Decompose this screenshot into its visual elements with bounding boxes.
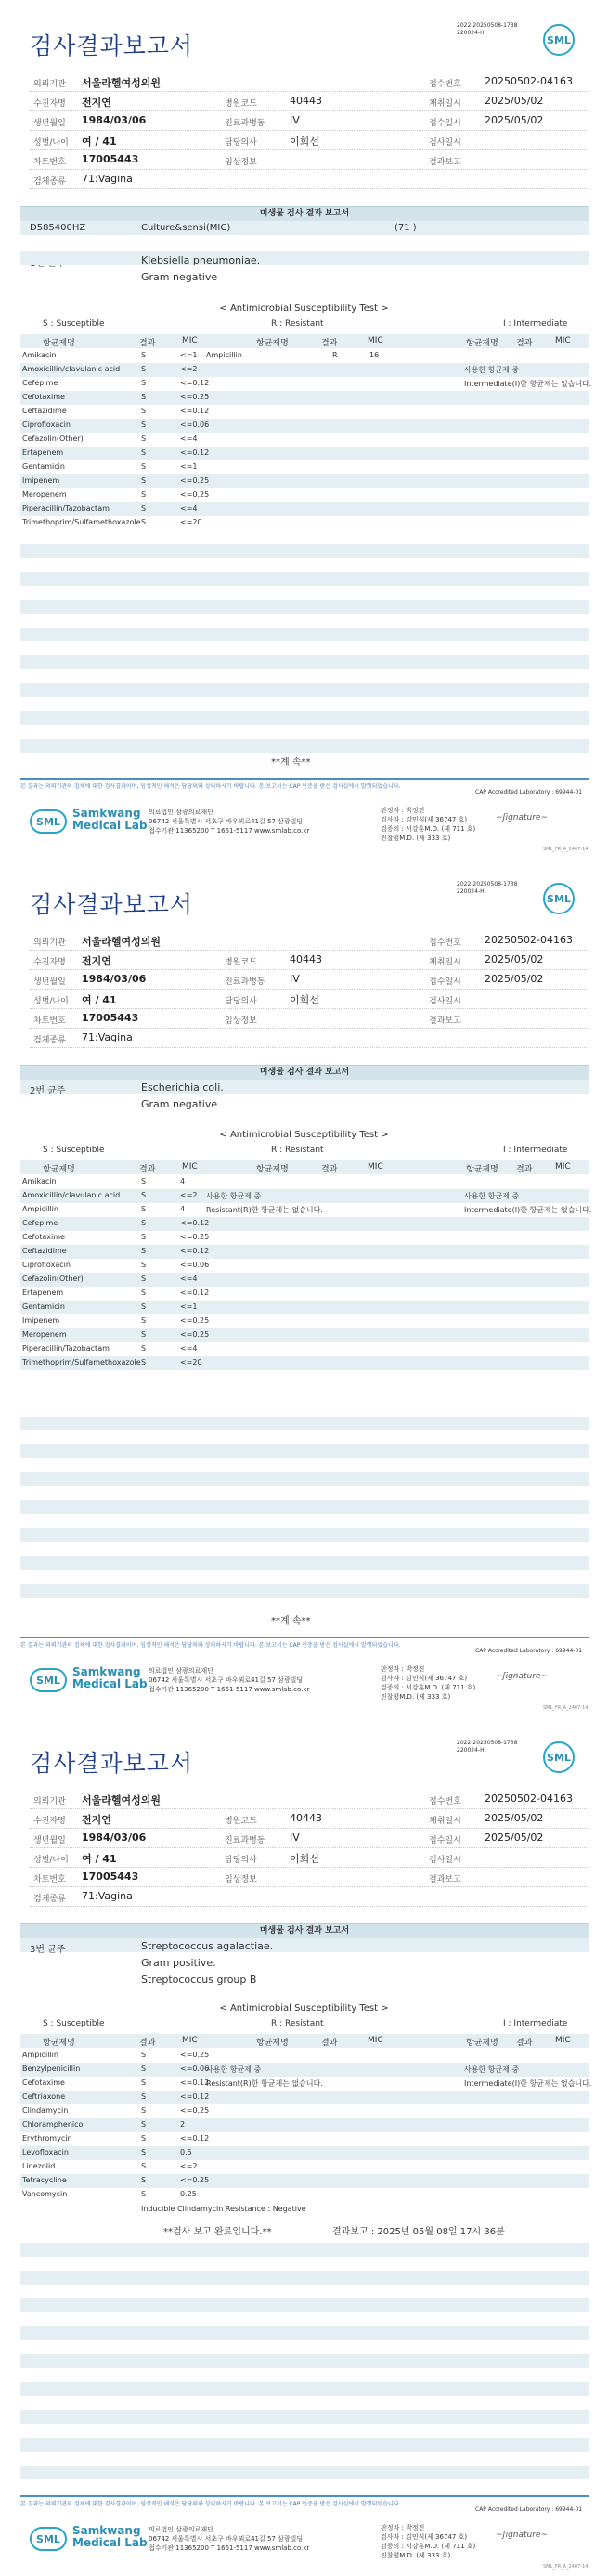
drug-result: S xyxy=(141,504,147,512)
row-band xyxy=(20,2326,589,2340)
signature-icon: ~ʃignature~ xyxy=(496,2531,549,2540)
row-band xyxy=(20,2298,589,2312)
row-band xyxy=(20,2243,589,2257)
table-row xyxy=(20,2104,589,2118)
drug-name: Linezolid xyxy=(22,2162,56,2170)
table-row xyxy=(20,488,589,502)
drug-mic: <=0.25 xyxy=(180,476,210,485)
ast-title: < Antimicrobial Susceptibility Test > xyxy=(219,2003,389,2013)
drug-mic: <=0.06 xyxy=(180,1261,210,1269)
drug-name: Chloramphenicol xyxy=(22,2120,85,2129)
row-band xyxy=(20,1444,589,1458)
clindamycin-note: Inducible Clindamycin Resistance : Negative xyxy=(141,2205,306,2213)
row-band xyxy=(20,739,589,753)
report-title: 검사결과보고서 xyxy=(30,1750,194,1777)
table-row xyxy=(20,460,589,474)
drug-name: Imipenem xyxy=(22,1316,60,1325)
table-row xyxy=(20,1245,589,1259)
drug-mic: 4 xyxy=(180,1177,186,1185)
drug-name: Cefotaxime xyxy=(22,393,65,401)
drug-result: S xyxy=(141,1275,147,1283)
drug-mic: <=0.25 xyxy=(180,1233,210,1241)
drug-mic: <=0.06 xyxy=(180,2065,210,2073)
test-count: (71 ) xyxy=(395,223,417,233)
patient-name: 전지연 xyxy=(82,97,111,109)
lab-address: 의료법인 삼광의료재단 06742 서울특별시 서초구 바우뫼로41길 57 삼광빌딩 접수기관 11365200 T 1661-5117 www.smlab.co.kr xyxy=(149,809,310,835)
drug-result: S xyxy=(141,1205,147,1213)
drug-result: S xyxy=(141,1358,147,1366)
drug-name: Ertapenem xyxy=(22,448,64,457)
table-row xyxy=(20,1287,589,1301)
row-band xyxy=(20,1584,589,1598)
drug-result: S xyxy=(141,365,147,373)
organism-gram: Gram positive. xyxy=(141,1957,216,1969)
drug-result: S xyxy=(141,2162,147,2170)
drug-result: S xyxy=(141,1288,147,1297)
drug-result: S xyxy=(141,2106,147,2115)
drug-result: S xyxy=(141,393,147,401)
drug-name: Cefepime xyxy=(22,379,58,387)
drug-mic: <=20 xyxy=(180,1358,202,1366)
drug-mic: 0.25 xyxy=(180,2190,197,2198)
row-band xyxy=(20,1556,589,1570)
patient-header: 의뢰기관 서울라헬여성의원 접수번호 20250502-04163 수진자명 전지연 병원코드 40443 채취일시 2025/05/02 생년월일 1984/03/06 진료과병동 IV 접수일시 2025/05/02 성별/나이 여 / 41 담당의사 이희선 검사일시 차트번호 17005443 임상정보 결과보고 검체종류 71:Vagina xyxy=(30,1790,587,1907)
drug-name: Cefotaxime xyxy=(22,1233,65,1241)
barcode-text: 2022-20250508-1738 220024-H xyxy=(457,22,518,36)
acc-value: 20250502-04163 xyxy=(485,75,573,87)
organism-label: 2번 균주 xyxy=(30,1086,66,1096)
drug-name: Piperacillin/Tazobactam xyxy=(22,504,110,512)
drug-name: Piperacillin/Tazobactam xyxy=(22,1344,110,1353)
drug-mic: <=0.12 xyxy=(180,2092,210,2101)
drug-result: S xyxy=(141,476,147,485)
drug-mic: <=4 xyxy=(180,434,198,443)
drug-result: S xyxy=(141,351,147,359)
row-band xyxy=(20,2466,589,2479)
drug-name: Cefazolin(Other) xyxy=(22,434,84,443)
drug-mic: <=2 xyxy=(180,365,198,373)
row-band xyxy=(20,1500,589,1514)
clinic-value: 서울라헬여성의원 xyxy=(82,77,162,89)
legend-r: R : Resistant xyxy=(271,319,324,329)
drug-mic: <=4 xyxy=(180,1344,198,1353)
row-band xyxy=(20,2438,589,2452)
drug-mic: <=0.25 xyxy=(180,2176,210,2184)
drug-name: Ertapenem xyxy=(22,1288,64,1297)
drug-mic: 4 xyxy=(180,1205,186,1213)
drug-mic: <=0.12 xyxy=(180,379,210,387)
ast-title: < Antimicrobial Susceptibility Test > xyxy=(219,1130,389,1140)
drug-result: S xyxy=(141,462,147,471)
drug-name: Erythromycin xyxy=(22,2134,72,2142)
table-row xyxy=(20,2160,589,2174)
section-title: 미생물 검사 결과 보고서 xyxy=(20,1923,589,1939)
row-band xyxy=(20,600,589,614)
drug-result: S xyxy=(141,379,147,387)
sml-logo-icon: SML xyxy=(543,24,575,56)
table-row xyxy=(20,447,589,460)
drug-result: S xyxy=(141,2190,147,2198)
table-row xyxy=(20,1273,589,1287)
table-row xyxy=(20,349,589,363)
drug-result: S xyxy=(141,1247,147,1255)
drug-result: S xyxy=(141,2148,147,2156)
drug-result: S xyxy=(141,1344,147,1353)
acc-label: 접수번호 xyxy=(429,80,461,89)
table-row xyxy=(20,516,589,530)
organism-gram: Gram negative xyxy=(141,271,218,283)
drug-result: S xyxy=(141,1219,147,1227)
organism-name: Streptococcus agalactiae. xyxy=(141,1940,274,1952)
drug-name: Meropenem xyxy=(22,1330,67,1339)
row-band xyxy=(20,2382,589,2396)
table-row xyxy=(20,405,589,419)
table-row xyxy=(20,1314,589,1328)
drug-result: S xyxy=(141,448,147,457)
row-band xyxy=(20,1472,589,1486)
drug-mic: <=0.25 xyxy=(180,393,210,401)
signatories: 판정자 : 박정진 검사자 : 김민식(제 36747 호) 검증의 : 서강훈M.D. (제 711 호) 진찰평M.D. (제 333 호) xyxy=(381,807,476,842)
organism-name: Escherichia coli. xyxy=(141,1081,224,1094)
continue-mark: **계 속** xyxy=(271,1616,311,1626)
drug-mic: <=0.12 xyxy=(180,2134,210,2142)
drug-result: S xyxy=(141,2120,147,2129)
drug-mic: <=0.12 xyxy=(180,1288,210,1297)
organism-group: Streptococcus group B xyxy=(141,1974,257,1986)
row-band xyxy=(20,2354,589,2368)
report-page-3: 검사결과보고서 2022-20250508-1738 220024-H SML 의뢰기관 서울라헬여성의원 접수번호 20250502-04163 수진자명 전지연 병원코드 40443 채취일시 2025/05/02 생년월일 1984/03/06 진료과병동 IV 접수일시 2025/05/02 성별/나이 여 / 41 담당의사 이희선 검사일시 차트번호 17005443 임상정보 결과보고 검체종류 71:Vagina 미생물 검사 결과 보고서 3번 균주 Streptococcus agalactiae. Gram positive. Streptococcus group B < Antimicrobial Susceptibility Test > S : Susceptible R : Resistant I : Intermediate 항균제명 결과 MIC 항균제명 결과 MIC 항균제명 결과 MIC Ampicillin S <=0.25 Benzylpenicillin S <=0.06 Cefotaxime S <=0.12 Ceftriaxone S <=0.12 Clindamycin S <=0.25 Chloramphenicol S 2 Erythromycin S <=0.12 Levofloxacin S 0.5 Linezolid S <=2 Tetracycline S <=0.25 Vancomycin S 0.25 사용한 항균제 중 Resistant(R)한 항균제는 없습니다. 사용한 항균제 중 Intermediate(I)한 항균제는 없습니다. Inducible Clindamycin Resistance : Negative **검사 보고 완료입니다.** 결과보고 : 2025년 05월 08일 17시 36분 본 결과는 의뢰기관의 검체에 대한 검사결과이며, 임상적인 해석은 담당의와 상의하시기 바랍니다. 본 보고서는 CAP 인증을 받은 검사실에서 발행되었습니다. CAP Accredited Laboratory : 69944-01 SML Samkwang Medical Lab 의료법인 삼광의료재단 06742 서울특별시 서초구 바우뫼로41길 57 삼광빌딩 접수기관 11365200 T 1661-5117 www.smlab.co.kr 판정자 : 박정진 검사자 : 김민식(제 36747 호) 검증의 : 서강훈M.D. (제 711 호) 진찰평M.D. (제 333 호) ~ʃignature~ SML_FR_A_2407-14 xyxy=(0,1717,608,2576)
row-band xyxy=(20,1528,589,1542)
table-row xyxy=(20,1231,589,1245)
table-row xyxy=(20,2132,589,2146)
drug-mic: <=4 xyxy=(180,1275,198,1283)
table-row xyxy=(20,1328,589,1342)
row-band xyxy=(20,1417,589,1430)
drug-result: S xyxy=(141,2065,147,2073)
sml-logo-icon: SML xyxy=(543,883,575,914)
final-time: 결과보고 : 2025년 05월 08일 17시 36분 xyxy=(332,2227,505,2237)
drug-result: S xyxy=(141,1261,147,1269)
sml-footer-logo-icon: SML xyxy=(30,1668,67,1692)
drug-name: Trimethoprim/Sulfamethoxazole xyxy=(22,1358,141,1366)
drug-result: S xyxy=(141,2051,147,2059)
row-band xyxy=(20,711,589,725)
drug-name: Amikacin xyxy=(22,351,57,359)
row-band xyxy=(20,544,589,558)
drug-name: Amoxicillin/clavulanic acid xyxy=(22,1191,121,1199)
table-row xyxy=(20,2118,589,2132)
test-name: Culture&sensi(MIC) xyxy=(141,223,231,233)
drug-result: S xyxy=(141,490,147,498)
drug-mic: <=1 xyxy=(180,462,198,471)
table-row xyxy=(20,1175,589,1189)
table-row xyxy=(20,2188,589,2202)
drug-mic: <=0.12 xyxy=(180,448,210,457)
table-row xyxy=(20,1259,589,1273)
clinic-label: 의뢰기관 xyxy=(33,80,66,89)
drug-result: S xyxy=(141,2176,147,2184)
drug-mic: <=2 xyxy=(180,1191,198,1199)
drug-name: Amoxicillin/clavulanic acid xyxy=(22,365,121,373)
row-band xyxy=(20,655,589,669)
drug-mic: <=0.12 xyxy=(180,1247,210,1255)
signature-icon: ~ʃignature~ xyxy=(496,813,549,822)
drug-name: Benzylpenicillin xyxy=(22,2065,81,2073)
report-page-1: 검사결과보고서 2022-20250508-1738 220024-H SML 의뢰기관 서울라헬여성의원 접수번호 20250502-04163 수진자명 전지연 병원코드 40443 채취일시 2025/05/02 생년월일 1984/03/06 진료과병동 IV 접수일시 2025/05/02 성별/나이 여 / 41 담당의사 이희선 검사일시 차트번호 17005443 임상정보 결과보고 검체종류 71:Vagina 미생물 검사 결과 보고서 D585400HZ Culture&sensi(MIC) (71 ) Klebsiella pneumoniae. Gram negative < Antimicrobial Susceptibility Test > S : Susceptible R : Resistant I : Intermediate 항균제명 결과 MIC 항균제명 결과 MIC 항균제명 결과 MIC Amikacin S <=1 Amoxicillin/clavulanic acid S <=2 Cefepime S <=0.12 Cefotaxime S <=0.25 Ceftazidime S <=0.12 Ciprofloxacin S <=0.06 Cefazolin(Other) S <=4 Ertapenem S <=0.12 Gentamicin S <=1 Imipenem S <=0.25 Meropenem S <=0.25 Piperacillin/Tazobactam S <=4 Trimethoprim/Sulfamethoxazole S <=20 Ampicillin R 16 사용한 항균제 중 Intermediate(I)한 항균제는 없습니다. **계 속** 본 결과는 의뢰기관의 검체에 대한 검사결과이며, 임상적인 해석은 담당의와 상의하시기 바랍니다. 본 보고서는 CAP 인증을 받은 검사실에서 발행되었습니다. CAP Accredited Laboratory : 69944-01 SML Samkwang Medical Lab 의료법인 삼광의료재단 06742 서울특별시 서초구 바우뫼로41길 57 삼광빌딩 접수기관 11365200 T 1661-5117 www.smlab.co.kr 판정자 : 박정진 검사자 : 김민식(제 36747 호) 검증의 : 서강훈M.D. (제 711 호) 진찰평M.D. (제 333 호) ~ʃignature~ SML_FR_A_2407-14 xyxy=(0,0,608,859)
drug-result: S xyxy=(141,518,147,526)
table-row xyxy=(20,1342,589,1356)
sml-footer-logo-icon: SML xyxy=(30,2527,67,2551)
drug-result: S xyxy=(141,407,147,415)
drug-result: S xyxy=(141,1330,147,1339)
drug-result: S xyxy=(141,2134,147,2142)
resistant-result: R xyxy=(332,351,338,359)
patient-header: 의뢰기관 서울라헬여성의원 접수번호 20250502-04163 수진자명 전지연 병원코드 40443 채취일시 2025/05/02 생년월일 1984/03/06 진료과병동 IV 접수일시 2025/05/02 성별/나이 여 / 41 담당의사 이희선 검사일시 차트번호 17005443 임상정보 결과보고 검체종류 71:Vagina xyxy=(30,72,587,189)
final-line: **검사 보고 완료입니다.** xyxy=(163,2227,272,2237)
row-band xyxy=(20,683,589,697)
table-row xyxy=(20,391,589,405)
test-code: D585400HZ xyxy=(30,223,86,233)
table-row xyxy=(20,1217,589,1231)
table-row xyxy=(20,2049,589,2063)
organism-name: Klebsiella pneumoniae. xyxy=(141,254,261,266)
table-row xyxy=(20,433,589,447)
table-row xyxy=(20,2146,589,2160)
drug-name: Ciprofloxacin xyxy=(22,421,71,429)
legend-i: I : Intermediate xyxy=(503,319,568,329)
drug-mic: <=1 xyxy=(180,1302,198,1311)
drug-mic: <=0.25 xyxy=(180,2106,210,2115)
drug-mic: <=4 xyxy=(180,504,198,512)
drug-result: S xyxy=(141,2078,147,2087)
report-page-2: 검사결과보고서 2022-20250508-1738 220024-H SML 의뢰기관 서울라헬여성의원 접수번호 20250502-04163 수진자명 전지연 병원코드 40443 채취일시 2025/05/02 생년월일 1984/03/06 진료과병동 IV 접수일시 2025/05/02 성별/나이 여 / 41 담당의사 이희선 검사일시 차트번호 17005443 임상정보 결과보고 검체종류 71:Vagina 미생물 검사 결과 보고서 2번 균주 Escherichia coli. Gram negative < Antimicrobial Susceptibility Test > S : Susceptible R : Resistant I : Intermediate 항균제명 결과 MIC 항균제명 결과 MIC 항균제명 결과 MIC Amikacin S 4 Amoxicillin/clavulanic acid S <=2 Ampicillin S 4 Cefepime S <=0.12 Cefotaxime S <=0.25 Ceftazidime S <=0.12 Ciprofloxacin S <=0.06 Cefazolin(Other) S <=4 Ertapenem S <=0.12 Gentamicin S <=1 Imipenem S <=0.25 Meropenem S <=0.25 Piperacillin/Tazobactam S <=4 Trimethoprim/Sulfamethoxazole S <=20 사용한 항균제 중 Resistant(R)한 항균제는 없습니다. 사용한 항균제 중 Intermediate(I)한 항균제는 없습니다. **계 속** 본 결과는 의뢰기관의 검체에 대한 검사결과이며, 임상적인 해석은 담당의와 상의하시기 바랍니다. 본 보고서는 CAP 인증을 받은 검사실에서 발행되었습니다. CAP Accredited Laboratory : 69944-01 SML Samkwang Medical Lab 의료법인 삼광의료재단 06742 서울특별시 서초구 바우뫼로41길 57 삼광빌딩 접수기관 11365200 T 1661-5117 www.smlab.co.kr 판정자 : 박정진 검사자 : 김민식(제 36747 호) 검증의 : 서강훈M.D. (제 711 호) 진찰평M.D. (제 333 호) ~ʃignature~ SML_FR_A_2407-14 xyxy=(0,859,608,1717)
drug-name: Cefotaxime xyxy=(22,2078,65,2087)
drug-name: Trimethoprim/Sulfamethoxazole xyxy=(22,518,141,526)
drug-mic: 0.5 xyxy=(180,2148,192,2156)
section-title: 미생물 검사 결과 보고서 xyxy=(20,206,589,222)
organism-label: 3번 균주 xyxy=(30,1945,66,1955)
drug-mic: <=0.25 xyxy=(180,1316,210,1325)
patient-header: 의뢰기관 서울라헬여성의원 접수번호 20250502-04163 수진자명 전지연 병원코드 40443 채취일시 2025/05/02 생년월일 1984/03/06 진료과병동 IV 접수일시 2025/05/02 성별/나이 여 / 41 담당의사 이희선 검사일시 차트번호 17005443 임상정보 결과보고 검체종류 71:Vagina xyxy=(30,931,587,1048)
report-title: 검사결과보고서 xyxy=(30,891,194,918)
table-row xyxy=(20,2091,589,2104)
drug-name: Imipenem xyxy=(22,476,60,485)
drug-mic: <=2 xyxy=(180,2162,198,2170)
drug-mic: <=0.25 xyxy=(180,1330,210,1339)
drug-name: Levofloxacin xyxy=(22,2148,69,2156)
drug-mic: <=0.06 xyxy=(180,421,210,429)
table-row xyxy=(20,2174,589,2188)
resistant-mic: 16 xyxy=(369,351,380,359)
report-title: 검사결과보고서 xyxy=(30,32,194,59)
table-row xyxy=(20,419,589,433)
drug-name: Vancomycin xyxy=(22,2190,68,2198)
drug-result: S xyxy=(141,434,147,443)
drug-result: S xyxy=(141,1233,147,1241)
row-band xyxy=(20,628,589,641)
sml-footer-logo-icon: SML xyxy=(30,809,67,834)
drug-name: Clindamycin xyxy=(22,2106,69,2115)
sml-logo-icon: SML xyxy=(543,1741,575,1773)
row-band xyxy=(20,572,589,586)
drug-mic: <=20 xyxy=(180,518,202,526)
drug-result: S xyxy=(141,1316,147,1325)
drug-name: Meropenem xyxy=(22,490,67,498)
table-row xyxy=(20,474,589,488)
drug-name: Amikacin xyxy=(22,1177,57,1185)
legend-s: S : Susceptible xyxy=(43,319,105,329)
drug-name: Gentamicin xyxy=(22,1302,65,1311)
organism-gram: Gram negative xyxy=(141,1098,218,1110)
signature-icon: ~ʃignature~ xyxy=(496,1672,549,1681)
drug-result: S xyxy=(141,1302,147,1311)
drug-name: Ceftazidime xyxy=(22,1247,67,1255)
row-band xyxy=(20,2271,589,2285)
table-row xyxy=(20,1356,589,1370)
drug-mic: <=0.12 xyxy=(180,1219,210,1227)
drug-mic: <=0.12 xyxy=(180,2078,210,2087)
drug-mic: <=0.12 xyxy=(180,407,210,415)
brand-name: Samkwang Medical Lab xyxy=(72,807,148,832)
footer-notice: 본 결과는 의뢰기관의 검체에 대한 검사결과이며, 임상적인 해석은 담당의와 상의하시기 바랍니다. 본 보고서는 CAP 인증을 받은 검사실에서 발행되었습니다. xyxy=(20,778,589,790)
drug-result: S xyxy=(141,2092,147,2101)
drug-result: S xyxy=(141,1191,147,1199)
drug-name: Ceftazidime xyxy=(22,407,67,415)
drug-mic: <=0.25 xyxy=(180,490,210,498)
drug-mic: 2 xyxy=(180,2120,186,2129)
drug-result: S xyxy=(141,1177,147,1185)
drug-name: Cefazolin(Other) xyxy=(22,1275,84,1283)
drug-name: Ciprofloxacin xyxy=(22,1261,71,1269)
cap-accredited: CAP Accredited Laboratory : 69944-01 xyxy=(475,789,583,796)
drug-name: Ampicillin xyxy=(22,1205,58,1213)
table-row xyxy=(20,1301,589,1314)
drug-name: Tetracycline xyxy=(22,2176,67,2184)
ast-title: < Antimicrobial Susceptibility Test > xyxy=(219,304,389,314)
drug-name: Ampicillin xyxy=(22,2051,58,2059)
ast-table-1 xyxy=(20,349,589,530)
drug-name: Ceftriaxone xyxy=(22,2092,66,2101)
table-row xyxy=(20,502,589,516)
continue-mark: **계 속** xyxy=(271,757,311,768)
drug-mic: <=1 xyxy=(180,351,198,359)
drug-name: Cefepime xyxy=(22,1219,58,1227)
drug-mic: <=0.25 xyxy=(180,2051,210,2059)
drug-name: Gentamicin xyxy=(22,462,65,471)
resistant-drug: Ampicillin xyxy=(206,351,242,359)
section-title: 미생물 검사 결과 보고서 xyxy=(20,1065,589,1081)
drug-result: S xyxy=(141,421,147,429)
row-band xyxy=(20,2410,589,2424)
